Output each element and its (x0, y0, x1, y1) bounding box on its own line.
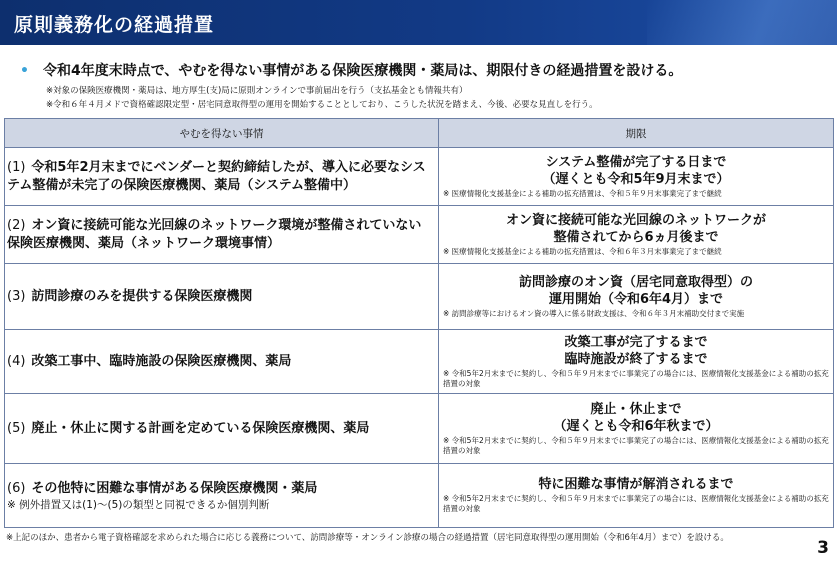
note-line: ※令和６年４月メドで資格確認限定型・居宅同意取得型の運用を開始することとしており、こうした状況を踏まえ、今後、必要な見直しを行う。 (46, 100, 598, 110)
deadline-cell (439, 206, 834, 264)
deadline-note: ※ 医療情報化支援基金による補助の拡充措置は、令和６年３月末事業完了まで継続 (443, 246, 722, 256)
reason-block (5, 217, 438, 253)
table-row (5, 394, 834, 464)
table-row (5, 330, 834, 394)
deadline-cell (439, 464, 834, 528)
deadline-cell (439, 148, 834, 206)
row-number: (1) (7, 159, 26, 175)
row-number: (3) (7, 288, 26, 304)
reason-cell (5, 464, 439, 528)
row-number: (5) (7, 420, 26, 436)
table-row (5, 148, 834, 206)
reason-cell (5, 330, 439, 394)
reason-cell (5, 264, 439, 330)
reason-text: 令和5年2月末までにベンダーと契約締結したが、導入に必要なシステム整備が未完了の保険医療機関、薬局（システム整備中） (7, 159, 426, 193)
row-number: (4) (7, 353, 26, 369)
reason-cell (5, 206, 439, 264)
deadline-text: 特に困難な事情が解消されるまで (538, 477, 734, 492)
deadline-cell (439, 330, 834, 394)
measures-table (4, 118, 834, 528)
reason-block (5, 480, 438, 512)
bullet-icon: • (20, 63, 29, 79)
reason-text: 改築工事中、臨時施設の保険医療機関、薬局 (31, 353, 292, 369)
table-row (5, 206, 834, 264)
reason-text: 訪問診療のみを提供する保険医療機関 (31, 288, 253, 304)
row-number: (2) (7, 217, 26, 233)
header-decoration (647, 0, 837, 45)
reason-text: その他特に困難な事情がある保険医療機関・薬局 (31, 480, 318, 496)
reason-text: 廃止・休止に関する計画を定めている保険医療機関、薬局 (31, 420, 370, 436)
footnote: ※上記のほか、患者から電子資格確認を求められた場合に応じる義務について、訪問診療等・オンライン診療の場合の経過措置（居宅同意取得型の運用開始（令和6年4月）まで）を設ける。 (6, 533, 729, 543)
column-header-reason: やむを得ない事情 (5, 119, 439, 148)
table-header-row (5, 119, 834, 148)
deadline-text: 訪問診療のオン資（居宅同意取得型）の 運用開始（令和6年4月）まで (518, 274, 753, 307)
lead-text: 令和4年度末時点で、やむを得ない事情がある保険医療機関・薬局は、期限付きの経過措置を設ける。 (42, 63, 683, 79)
deadline-note: ※ 医療情報化支援基金による補助の拡充措置は、令和５年９月末事業完了まで継続 (443, 188, 722, 198)
slide-header (0, 0, 837, 45)
lead-statement (20, 60, 682, 80)
table-row (5, 464, 834, 528)
reason-block (5, 420, 438, 438)
reason-text: オン資に接続可能な光回線のネットワーク環境が整備されていない保険医療機関、薬局（ネットワーク環境事情） (7, 217, 422, 251)
reason-subnote: ※ 例外措置又は(1)～(5)の類型と同視できるか個別判断 (7, 498, 270, 511)
deadline-text: 廃止・休止まで （遅くとも令和6年秋まで） (553, 401, 719, 434)
reason-block (5, 288, 438, 306)
deadline-cell (439, 264, 834, 330)
deadline-cell (439, 394, 834, 464)
table-row (5, 264, 834, 330)
deadline-text: システム整備が完了する日まで （遅くとも令和5年9月末まで） (542, 154, 730, 187)
column-header-deadline: 期限 (439, 119, 834, 148)
reason-block (5, 353, 438, 371)
deadline-note: ※ 令和5年2月末までに契約し、令和５年９月末までに事業完了の場合には、医療情報化支援基金による補助の拡充措置の対象 (443, 368, 829, 388)
slide-title: 原則義務化の経過措置 (14, 14, 215, 36)
deadline-note: ※ 令和5年2月末までに契約し、令和５年９月末までに事業完了の場合には、医療情報化支援基金による補助の拡充措置の対象 (443, 435, 829, 455)
reason-cell (5, 148, 439, 206)
reason-block (5, 159, 438, 195)
deadline-text: 改築工事が完了するまで 臨時施設が終了するまで (564, 334, 708, 367)
note-line: ※対象の保険医療機関・薬局は、地方厚生(支)局に原則オンラインで事前届出を行う（支払基金とも情報共有） (46, 86, 468, 96)
reason-cell (5, 394, 439, 464)
page-number: 3 (817, 538, 829, 558)
deadline-note: ※ 訪問診療等におけるオン資の導入に係る財政支援は、令和６年３月末補助交付まで実施 (443, 308, 745, 318)
deadline-text: オン資に接続可能な光回線のネットワークが 整備されてから6ヵ月後まで (505, 212, 766, 245)
deadline-note: ※ 令和5年2月末までに契約し、令和５年９月末までに事業完了の場合には、医療情報化支援基金による補助の拡充措置の対象 (443, 494, 829, 513)
row-number: (6) (7, 480, 26, 496)
